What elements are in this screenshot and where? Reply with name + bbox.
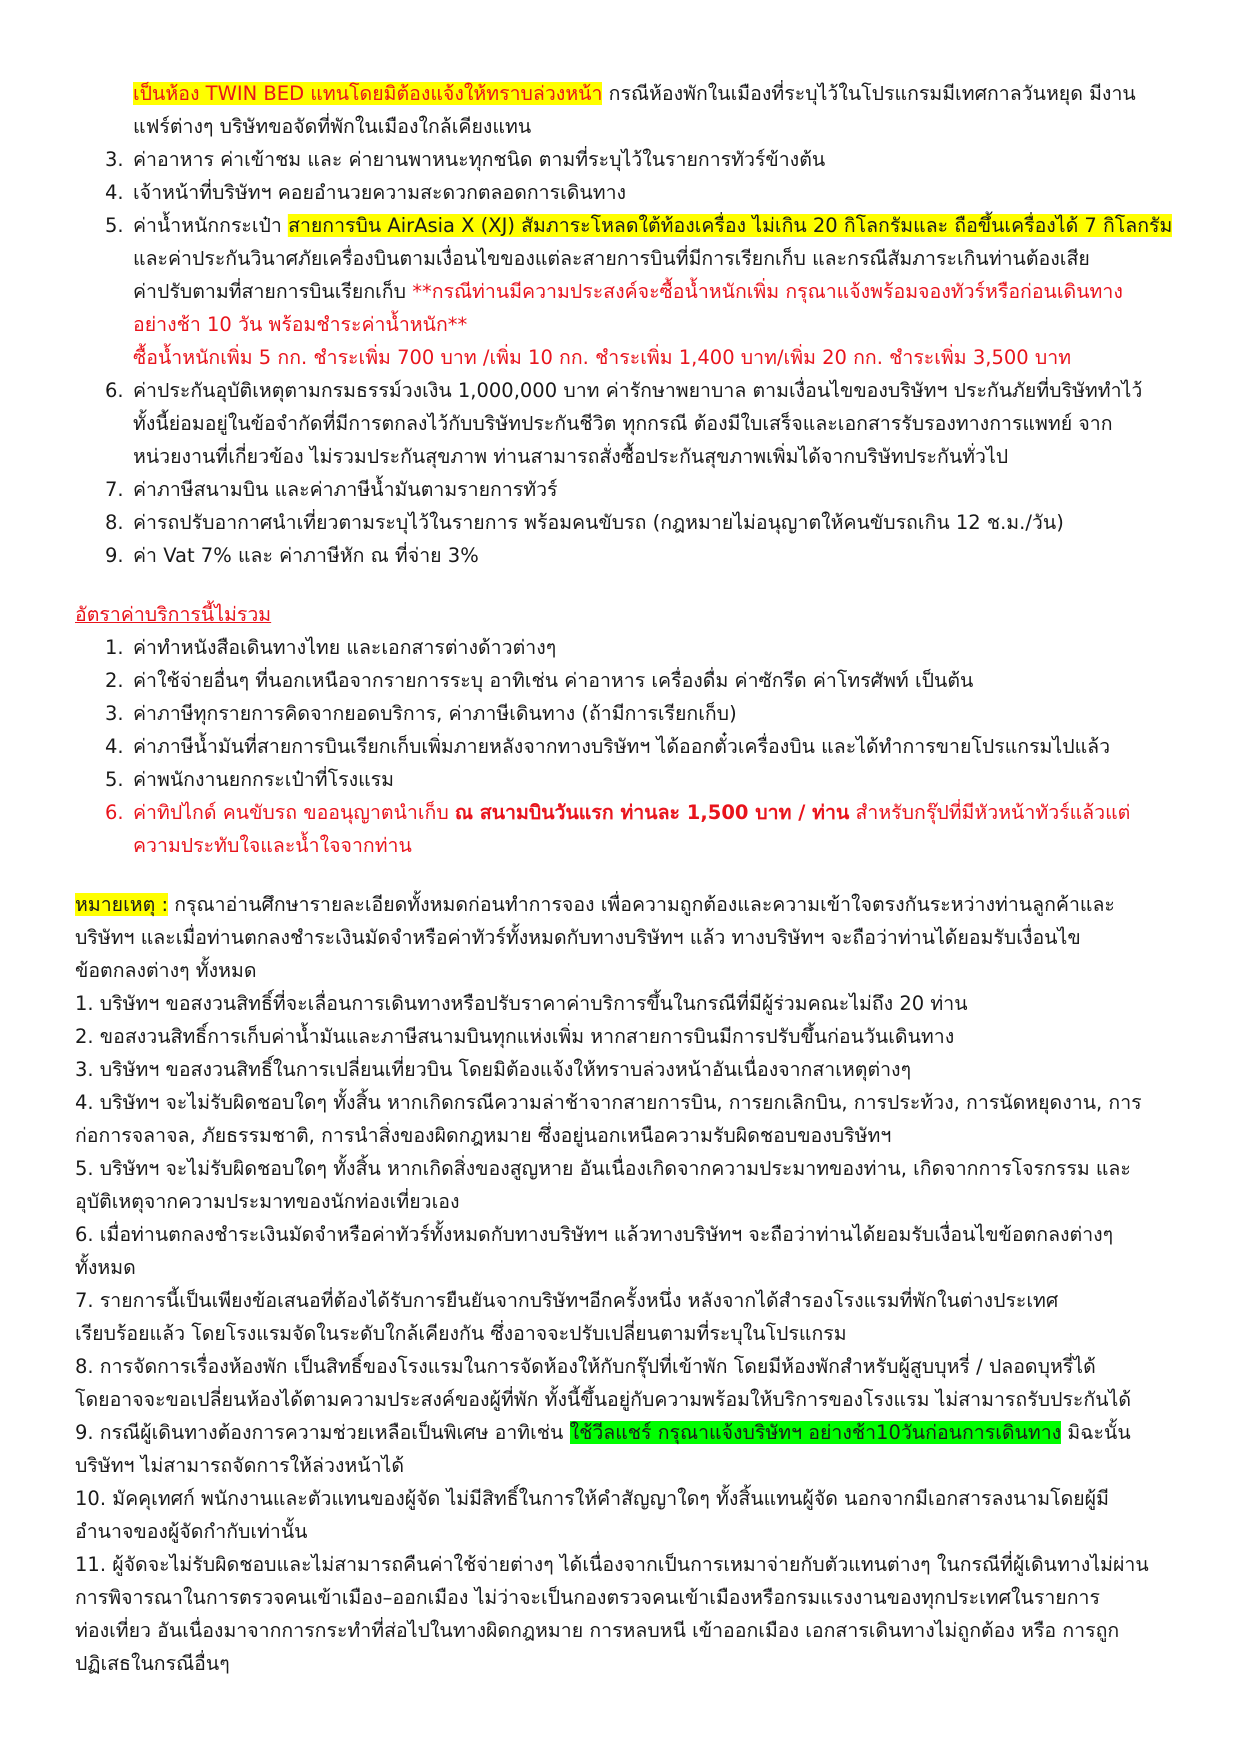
remark-line: การพิจารณาในการตรวจคนเข้าเมือง–ออกเมือง ไม่ว่าจะเป็นกองตรวจคนเข้าเมืองหรือกรมแรงงานของทุกประเทศในรายการ (75, 1586, 1100, 1609)
list-item: ค่ารถปรับอากาศนำเที่ยวตามระบุไว้ในรายการ พร้อมคนขับรถ (กฎหมายไม่อนุญาตให้คนขับรถเกิน 12 ช.ม./วัน) (133, 511, 1064, 534)
list-item: ค่าภาษีสนามบิน และค่าภาษีน้ำมันตามรายการทัวร์ (133, 478, 558, 501)
list-number: 9. (105, 544, 124, 567)
list-item: ค่าอาหาร ค่าเข้าชม และ ค่ายานพาหนะทุกชนิด ตามที่ระบุไว้ในรายการทัวร์ข้างต้น (133, 148, 826, 171)
remark-line: ทั้งหมด (75, 1256, 136, 1279)
list-number: 6. (105, 379, 124, 402)
remark-line: ท่องเที่ยว อันเนื่องมาจากการกระทำที่ส่อไปในทางผิดกฎหมาย การหลบหนี เข้าออกเมือง เอกสารเดินทางไม่ถูกต้อง หรือ การถูก (75, 1619, 1120, 1642)
list-number: 7. (105, 478, 124, 501)
twin-bed-highlight: เป็นห้อง TWIN BED แทนโดยมิต้องแจ้งให้ทราบล่วงหน้า (133, 82, 603, 105)
item2-cont-line2: แฟร์ต่างๆ บริษัทขอจัดที่พักในเมืองใกล้เคียงแทน (133, 115, 532, 138)
list-item: ค่าภาษีทุกรายการคิดจากยอดบริการ, ค่าภาษีเดินทาง (ถ้ามีการเรียกเก็บ) (133, 702, 737, 725)
wheelchair-highlight: ใช้วีลแชร์ กรุณาแจ้งบริษัทฯ อย่างช้า10วันก่อนการเดินทาง (569, 1421, 1062, 1444)
list-number: 5. (105, 214, 124, 237)
remarks-intro-line2: บริษัทฯ และเมื่อท่านตกลงชำระเงินมัดจำหรือค่าทัวร์ทั้งหมดกับทางบริษัทฯ แล้ว ทางบริษัทฯ จะถือว่าท่านได้ยอมรับเงื่อนไข (75, 926, 1081, 949)
remarks-intro-line3: ข้อตกลงต่างๆ ทั้งหมด (75, 959, 257, 982)
remark-line: 6. เมื่อท่านตกลงชำระเงินมัดจำหรือค่าทัวร์ทั้งหมดกับทางบริษัทฯ แล้วทางบริษัทฯ จะถือว่าท่านได้ยอมรับเงื่อนไขข้อตกลงต่างๆ (75, 1223, 1114, 1246)
list-item: ค่าพนักงานยกกระเป๋าที่โรงแรม (133, 768, 394, 791)
list-item-cont: ทั้งนี้ย่อมอยู่ในข้อจำกัดที่มีการตกลงไว้กับบริษัทประกันชีวิต ทุกกรณี ต้องมีใบเสร็จและเอกสารรับรองทางการแพทย์ จาก (133, 412, 1113, 435)
remark-line: ก่อการจลาจล, ภัยธรรมชาติ, การนำสิ่งของผิดกฎหมาย ซึ่งอยู่นอกเหนือความรับผิดชอบของบริษัทฯ (75, 1124, 892, 1147)
list-item: ค่าประกันอุบัติเหตุตามกรมธรรม์วงเงิน 1,000,000 บาท ค่ารักษาพยาบาล ตามเงื่อนไขของบริษัทฯ ประกันภัยที่บริษัททำไว้ (133, 379, 1143, 402)
remarks-label: หมายเหตุ : (75, 893, 169, 916)
list-item: ค่า Vat 7% และ ค่าภาษีหัก ณ ที่จ่าย 3% (133, 544, 479, 567)
list-number: 6. (105, 801, 124, 824)
list-item: เจ้าหน้าที่บริษัทฯ คอยอำนวยความสะดวกตลอดการเดินทาง (133, 181, 627, 204)
remarks-intro-line1: หมายเหตุ : กรุณาอ่านศึกษารายละเอียดทั้งหมดก่อนทำการจอง เพื่อความถูกต้องและความเข้าใจตรงกันระหว่างท่านลูกค้าและ (75, 893, 1115, 916)
remark-line: 4. บริษัทฯ จะไม่รับผิดชอบใดๆ ทั้งสิ้น หากเกิดกรณีความล่าช้าจากสายการบิน, การยกเลิกบิน, การประท้วง, การนัดหยุดงาน, การ (75, 1091, 1142, 1114)
wheelchair-line1: 9. กรณีผู้เดินทางต้องการความช่วยเหลือเป็นพิเศษ อาทิเช่น ใช้วีลแชร์ กรุณาแจ้งบริษัทฯ อย่างช้า10วันก่อนการเดินทาง มิฉะนั้น (75, 1421, 1131, 1444)
list-number: 1. (105, 636, 124, 659)
baggage-line4: อย่างช้า 10 วัน พร้อมชำระค่าน้ำหนัก** (133, 313, 468, 336)
list-item: ค่าภาษีน้ำมันที่สายการบินเรียกเก็บเพิ่มภายหลังจากทางบริษัทฯ ได้ออกตั๋วเครื่องบิน และได้ทำการขายโปรแกรมไปแล้ว (133, 735, 1111, 758)
list-item: ค่าใช้จ่ายอื่นๆ ที่นอกเหนือจากรายการระบุ อาทิเช่น ค่าอาหาร เครื่องดื่ม ค่าซักรีด ค่าโทรศัพท์ เป็นต้น (133, 669, 974, 692)
list-number: 4. (105, 735, 124, 758)
list-item: ค่าทำหนังสือเดินทางไทย และเอกสารต่างด้าวต่างๆ (133, 636, 557, 659)
list-number: 2. (105, 669, 124, 692)
list-number: 4. (105, 181, 124, 204)
remark-line: อำนาจของผู้จัดกำกับเท่านั้น (75, 1520, 308, 1543)
remark-line: 5. บริษัทฯ จะไม่รับผิดชอบใดๆ ทั้งสิ้น หากเกิดสิ่งของสูญหาย อันเนื่องเกิดจากความประมาทของท่าน, เกิดจากการโจรกรรม และ (75, 1157, 1131, 1180)
remark-line: 3. บริษัทฯ ขอสงวนสิทธิ์ในการเปลี่ยนเที่ยวบิน โดยมิต้องแจ้งให้ทราบล่วงหน้าอันเนื่องจากสาเหตุต่างๆ (75, 1058, 912, 1081)
remark-line: 2. ขอสงวนสิทธิ์การเก็บค่าน้ำมันและภาษีสนามบินทุกแห่งเพิ่ม หากสายการบินมีการปรับขึ้นก่อนวันเดินทาง (75, 1025, 955, 1048)
list-number: 8. (105, 511, 124, 534)
remark-line: โดยอาจจะขอเปลี่ยนห้องได้ตามความประสงค์ของผู้ที่พัก ทั้งนี้ขึ้นอยู่กับความพร้อมให้บริการของโรงแรม ไม่สามารถรับประกันได้ (75, 1388, 1131, 1411)
baggage-line2: และค่าประกันวินาศภัยเครื่องบินตามเงื่อนไขของแต่ละสายการบินที่มีการเรียกเก็บ และกรณีสัมภาระเกินท่านต้องเสีย (133, 247, 1090, 270)
remark-line: ปฏิเสธในกรณีอื่นๆ (75, 1652, 230, 1675)
baggage-line3: ค่าปรับตามที่สายการบินเรียกเก็บ **กรณีท่านมีความประสงค์จะซื้อน้ำหนักเพิ่ม กรุณาแจ้งพร้อมจองทัวร์หรือก่อนเดินทาง (133, 280, 1123, 303)
remark-line: 8. การจัดการเรื่องห้องพัก เป็นสิทธิ์ของโรงแรมในการจัดห้องให้กับกรุ๊ปที่เข้าพัก โดยมีห้องพักสำหรับผู้สูบบุหรี่ / ปลอดบุหรี่ได้ (75, 1355, 1096, 1378)
remark-line: 10. มัคคุเทศก์ พนักงานและตัวแทนของผู้จัด ไม่มีสิทธิ์ในการให้คำสัญญาใดๆ ทั้งสิ้นแทนผู้จัด นอกจากมีเอกสารลงนามโดยผู้มี (75, 1487, 1109, 1510)
baggage-line1: ค่าน้ำหนักกระเป๋า สายการบิน AirAsia X (XJ) สัมภาระโหลดใต้ท้องเครื่อง ไม่เกิน 20 กิโลกรัมและ ถือขึ้นเครื่องได้ 7 กิโลกรัม (133, 214, 1173, 237)
tip-line2: ความประทับใจและน้ำใจจากท่าน (133, 834, 412, 857)
tip-line1: ค่าทิปไกด์ คนขับรถ ขออนุญาตนำเก็บ ณ สนามบินวันแรก ท่านละ 1,500 บาท / ท่าน สำหรับกรุ๊ปที่มีหัวหน้าทัวร์แล้วแต่ (133, 801, 1131, 824)
remark-line: 1. บริษัทฯ ขอสงวนสิทธิ์ที่จะเลื่อนการเดินทางหรือปรับราคาค่าบริการขึ้นในกรณีที่มีผู้ร่วมคณะไม่ถึง 20 ท่าน (75, 992, 968, 1015)
list-number: 3. (105, 702, 124, 725)
baggage-price-line: ซื้อน้ำหนักเพิ่ม 5 กก. ชำระเพิ่ม 700 บาท /เพิ่ม 10 กก. ชำระเพิ่ม 1,400 บาท/เพิ่ม 20 กก. ชำระเพิ่ม 3,500 บาท (133, 346, 1072, 369)
remark-line: 7. รายการนี้เป็นเพียงข้อเสนอที่ต้องได้รับการยืนยันจากบริษัทฯอีกครั้งหนึ่ง หลังจากได้สำรองโรงแรมที่พักในต่างประเทศ (75, 1289, 1059, 1312)
baggage-highlight: สายการบิน AirAsia X (XJ) สัมภาระโหลดใต้ท้องเครื่อง ไม่เกิน 20 กิโลกรัมและ ถือขึ้นเครื่องได้ 7 กิโลกรัม (288, 214, 1173, 237)
remark-line: 11. ผู้จัดจะไม่รับผิดชอบและไม่สามารถคืนค่าใช้จ่ายต่างๆ ได้เนื่องจากเป็นการเหมาจ่ายกับตัวแทนต่างๆ ในกรณีที่ผู้เดินทางไม่ผ่าน (75, 1553, 1149, 1576)
list-item-cont: หน่วยงานที่เกี่ยวข้อง ไม่รวมประกันสุขภาพ ท่านสามารถสั่งซื้อประกันสุขภาพเพิ่มได้จากบริษัทประกันทั่วไป (133, 445, 1009, 468)
list-number: 5. (105, 768, 124, 791)
excluded-heading: อัตราค่าบริการนี้ไม่รวม (75, 603, 272, 626)
list-number: 3. (105, 148, 124, 171)
item2-cont-line1: เป็นห้อง TWIN BED แทนโดยมิต้องแจ้งให้ทราบล่วงหน้า กรณีห้องพักในเมืองที่ระบุไว้ในโปรแกรมมีเทศกาลวันหยุด มีงาน (133, 82, 1136, 105)
wheelchair-line2: บริษัทฯ ไม่สามารถจัดการให้ล่วงหน้าได้ (75, 1454, 405, 1477)
remark-line: เรียบร้อยแล้ว โดยโรงแรมจัดในระดับใกล้เคียงกัน ซึ่งอาจจะปรับเปลี่ยนตามที่ระบุในโปรแกรม (75, 1322, 847, 1345)
remark-line: อุบัติเหตุจากความประมาทของนักท่องเที่ยวเอง (75, 1190, 460, 1213)
